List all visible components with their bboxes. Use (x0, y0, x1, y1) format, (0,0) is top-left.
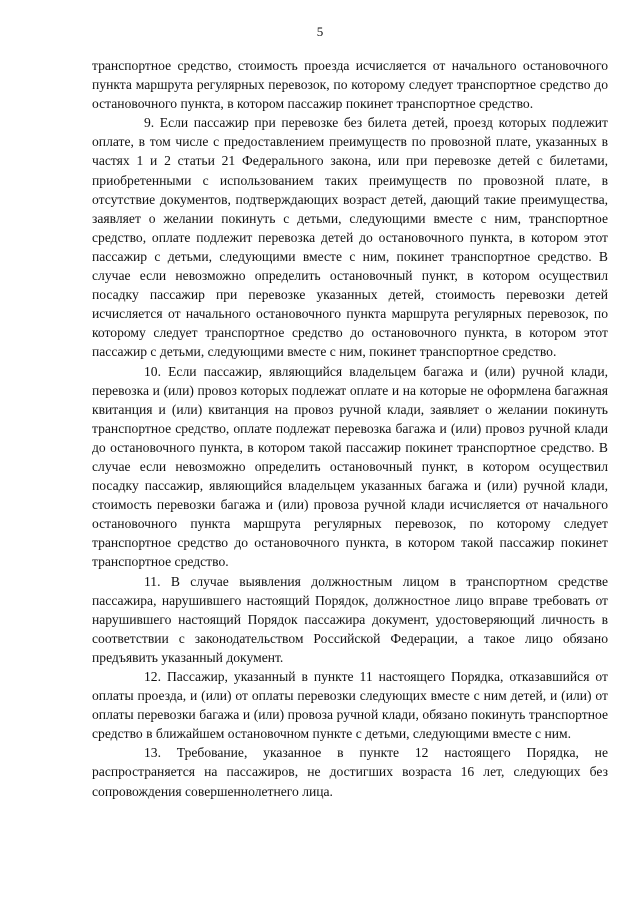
paragraph-11: 11. В случае выявления должностным лицом в транспортном средстве пассажира, нарушившего настоящий Порядок, должностное лицо вправе требовать от нарушившего настоящий Порядок пассажира документ, удостоверяющий личность в соответствии с законодательством Российской Федерации, а такое лицо обязано предъявить указанный документ. (92, 573, 608, 665)
paragraph-10: 10. Если пассажир, являющийся владельцем багажа и (или) ручной клади, перевозка и (или) провоз которых подлежат оплате и на которые не оформлена багажная квитанция и (или) квитанция на провоз ручной клади, заявляет о желании покинуть транспортное средство, оплате подлежат перевозка багажа и (или) провоз ручной клади до остановочного пункта, в котором такой пассажир покинет транспортное средство. В случае если невозможно определить остановочный пункт, в котором осуществил посадку пассажир, являющийся владельцем указанных багажа и (или) ручной клади, стоимость перевозки багажа и (или) провоза ручной клади исчисляется от начального остановочного пункта маршрута регулярных перевозок, по которому следует транспортное средство до остановочного пункта, в котором такой пассажир покинет транспортное средство. (92, 363, 608, 570)
paragraph-9: 9. Если пассажир при перевозке без билета детей, проезд которых подлежит оплате, в том числе с предоставлением преимуществ по провозной плате, указанных в частях 1 и 2 статьи 21 Федерального закона, или при перевозке детей с билетами, приобретенными с использованием таких преимуществ по провозной плате, в отсутствие документов, подтверждающих возраст детей, дающий такие преимущества, заявляет о желании покинуть с детьми, следующими вместе с ним, транспортное средство, оплате подлежит перевозка детей до остановочного пункта, в котором этот пассажир с детьми, следующими вместе с ним, покинет транспортное средство. В случае если невозможно определить остановочный пункт, в котором осуществил посадку пассажир при перевозке указанных детей, стоимость перевозки детей исчисляется от начального остановочного пункта маршрута регулярных перевозок, по которому следует транспортное средство до остановочного пункта, в котором этот пассажир с детьми, следующими вместе с ним, покинет транспортное средство. (92, 115, 608, 360)
document-body (92, 56, 608, 801)
paragraph-continuation: транспортное средство, стоимость проезда исчисляется от начального остановочного пункта маршрута регулярных перевозок, по которому следует транспортное средство до остановочного пункта, в котором пассажир покинет транспортное средство. (92, 58, 608, 112)
paragraph-13: 13. Требование, указанное в пункте 12 настоящего Порядка, не распространяется на пассажиров, не достигших возраста 16 лет, следующих без сопровождения совершеннолетнего лица. (92, 745, 608, 799)
page-number: 5 (316, 24, 324, 39)
paragraph-12: 12. Пассажир, указанный в пункте 11 настоящего Порядка, отказавшийся от оплаты проезда, и (или) от оплаты перевозки следующих вместе с ним детей, и (или) от оплаты перевозки багажа и (или) провоза ручной клади, обязано покинуть транспортное средство в ближайшем остановочном пункте с детьми, следующими вместе с ним. (92, 669, 608, 742)
